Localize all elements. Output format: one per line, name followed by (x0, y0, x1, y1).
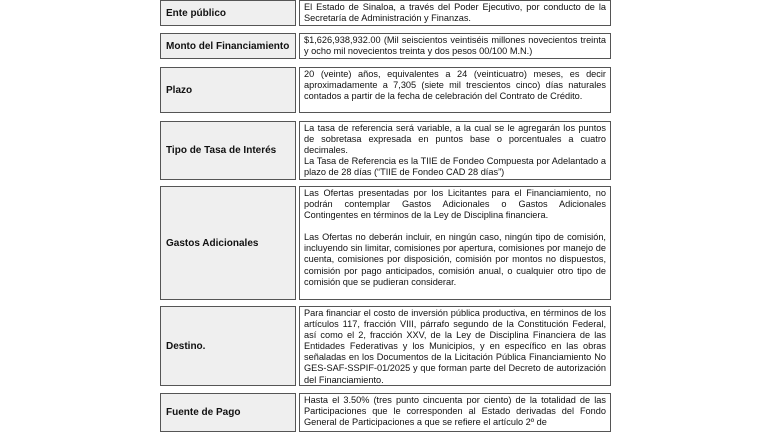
value-paragraph: Las Ofertas no deberán incluir, en ningún caso, ningún tipo de comisión, incluyendo sin limitar, comisiones por apertura, comisiones por manejo de cuenta, comisiones por disposición, comisión por montos no dispuestos, comisión por pago anticipados, comisión anual, o cualquier otro tipo de comisión que se pudieran considerar. (304, 232, 606, 287)
row-label: Fuente de Pago (160, 393, 296, 432)
value-paragraph: Hasta el 3.50% (tres punto cincuenta por ciento) de la totalidad de las Participaciones que le corresponden al Estado derivadas del Fondo General de Participaciones a que se refiere el artículo 2º de (304, 395, 606, 428)
row-monto-financiamiento (160, 33, 611, 59)
row-value (299, 186, 611, 300)
row-label: Monto del Financiamiento (160, 33, 296, 59)
value-paragraph: La Tasa de Referencia es la TIIE de Fondeo Compuesta por Adelantado a plazo de 28 días (“TIIE de Fondeo CAD 28 días”) (304, 156, 606, 178)
row-value (299, 306, 611, 386)
row-value (299, 33, 611, 59)
row-gastos-adicionales (160, 186, 611, 300)
row-label: Gastos Adicionales (160, 186, 296, 300)
value-paragraph: El Estado de Sinaloa, a través del Poder Ejecutivo, por conducto de la Secretaría de Administración y Finanzas. (304, 2, 606, 24)
value-paragraph: $1,626,938,932.00 (Mil seiscientos veintiséis millones novecientos treinta y ocho mil novecientos treinta y dos pesos 00/100 M.N.) (304, 35, 606, 57)
row-ente-publico (160, 0, 611, 26)
row-label: Plazo (160, 67, 296, 113)
row-plazo (160, 67, 611, 113)
row-label: Tipo de Tasa de Interés (160, 121, 296, 180)
row-value (299, 121, 611, 180)
row-label: Destino. (160, 306, 296, 386)
value-paragraph: La tasa de referencia será variable, a la cual se le agregarán los puntos de sobretasa expresada en puntos base o porcentuales a cuatro decimales. (304, 123, 606, 156)
row-value (299, 67, 611, 113)
row-value (299, 393, 611, 432)
row-destino (160, 306, 611, 386)
value-paragraph: Las Ofertas presentadas por los Licitantes para el Financiamiento, no podrán contemplar Gastos Adicionales o Gastos Adicionales Contingentes en términos de la Ley de Disciplina financiera. (304, 188, 606, 221)
row-tipo-tasa-interes (160, 121, 611, 180)
row-fuente-pago (160, 393, 611, 432)
value-paragraph: Para financiar el costo de inversión pública productiva, en términos de los artículos 117, fracción VIII, párrafo segundo de la Constitución Federal, así como el 2, fracción XXV, de la Ley de Disciplina Financiera de las Entidades Federativas y los Municipios, y en específico en las obras señaladas en los Documentos de la Licitación Pública Financiamiento No GES-SAF-SSPIF-01/2025 y que forman parte del Decreto de autorización del Financiamiento. (304, 308, 606, 385)
value-paragraph: 20 (veinte) años, equivalentes a 24 (veinticuatro) meses, es decir aproximadamente a 7,305 (siete mil trescientos cinco) días naturales contados a partir de la fecha de celebración del Contrato de Crédito. (304, 69, 606, 102)
row-label: Ente público (160, 0, 296, 26)
row-value (299, 0, 611, 26)
